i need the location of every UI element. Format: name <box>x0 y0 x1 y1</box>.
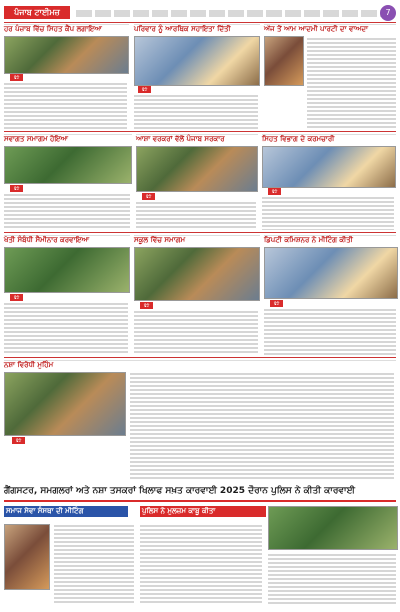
blue-title: ਸਮਾਜ ਸੇਵਾ ਸੰਸਥਾ ਦੀ ਮੀਟਿੰਗ <box>4 506 128 517</box>
photo-tag: ਫੋਟੋ <box>10 294 23 301</box>
story-text <box>268 554 396 605</box>
divider <box>4 131 396 132</box>
headline: ਨਸ਼ਾ ਵਿਰੋਧੀ ਮੁਹਿੰਮ <box>4 361 54 369</box>
story-8 <box>134 235 260 356</box>
headline: ਸਵਾਗਤ ਸਮਾਗਮ ਹੋਇਆ <box>4 135 69 143</box>
story-text <box>134 95 258 129</box>
story-photo <box>264 247 398 299</box>
bottom-photo <box>4 524 50 590</box>
photo-tag: ਫੋਟੋ <box>10 74 23 81</box>
story-photo <box>134 36 260 86</box>
divider <box>4 232 396 233</box>
story-7 <box>4 235 130 356</box>
bottom-photo <box>268 506 398 550</box>
story-text <box>134 311 258 355</box>
brand: ਪੰਜਾਬ ਟਾਈਮਜ਼ <box>4 6 70 19</box>
story-photo <box>136 146 258 192</box>
headline: ਅੱਜ ਤੋਂ ਆਮ ਆਦਮੀ ਪਾਰਟੀ ਦਾ ਵਾਅਦਾ <box>264 25 369 33</box>
headline: ਖੇਤੀ ਸੰਬੰਧੀ ਸੈਮੀਨਾਰ ਕਰਵਾਇਆ <box>4 236 90 244</box>
story-3 <box>264 24 396 130</box>
red-title: ਪੁਲਿਸ ਨੇ ਮੁਲਜ਼ਮ ਕਾਬੂ ਕੀਤਾ <box>140 506 266 517</box>
story-photo <box>4 372 126 436</box>
story-text <box>140 525 262 605</box>
photo-tag: ਫੋਟੋ <box>270 300 283 307</box>
story-text <box>4 303 128 355</box>
masthead <box>4 4 396 23</box>
story-photo <box>4 247 130 293</box>
story-4 <box>4 134 132 231</box>
story-5 <box>136 134 258 231</box>
story-text <box>136 202 256 230</box>
headline: ਹਰ ਪੰਜ਼ਾਬ ਵਿੱਚ ਸਿਹਤ ਕੈਂਪ ਲਗਾਇਆ <box>4 25 102 33</box>
story-text <box>4 83 127 129</box>
story-10 <box>4 360 396 481</box>
photo-tag: ਫੋਟੋ <box>142 193 155 200</box>
bottom-headline: ਗੈਂਗਸਟਰ, ਸਮਗਲਰਾਂ ਅਤੇ ਨਸ਼ਾ ਤਸਕਰਾਂ ਖਿਲਾਫ ਸਖ਼ਤ ਕਾਰਵਾਈ 2025 ਦੌਰਾਨ ਪੁਲਿਸ ਨੇ ਕੀਤੀ ਕਾਰਵਾਈ <box>4 486 355 496</box>
headline: ਆਸ਼ਾ ਵਰਕਰਾਂ ਵੱਲੋਂ ਪੰਜਾਬ ਸਰਕਾਰ <box>136 135 225 143</box>
photo-tag: ਫੋਟੋ <box>268 188 281 195</box>
story-text <box>54 525 134 605</box>
headline: ਡਿਪਟੀ ਕਮਿਸ਼ਨਰ ਨੇ ਮੀਟਿੰਗ ਕੀਤੀ <box>264 236 353 244</box>
story-photo <box>264 36 304 86</box>
headline: ਸਕੂਲ ਵਿੱਚ ਸਮਾਗਮ <box>134 236 186 244</box>
story-1 <box>4 24 129 130</box>
divider <box>4 357 396 358</box>
story-2 <box>134 24 260 130</box>
story-text <box>130 373 394 479</box>
story-photo <box>4 146 132 184</box>
story-text <box>264 309 396 355</box>
photo-tag: ਫੋਟੋ <box>12 437 25 444</box>
story-6 <box>262 134 396 231</box>
story-photo <box>262 146 396 188</box>
story-9 <box>264 235 396 356</box>
photo-tag: ਫੋਟੋ <box>10 185 23 192</box>
story-text <box>4 194 130 230</box>
story-photo <box>134 247 260 301</box>
date-line <box>76 10 386 17</box>
story-photo <box>4 36 129 74</box>
bottom-section <box>4 500 396 610</box>
headline: ਸਿਹਤ ਵਿਭਾਗ ਦੇ ਕਰਮਚਾਰੀ <box>262 135 335 143</box>
story-text <box>262 197 394 230</box>
headline: ਪਰਿਵਾਰ ਨੂੰ ਆਰਥਿਕ ਸਹਾਇਤਾ ਦਿੱਤੀ <box>134 25 231 33</box>
story-text <box>307 38 396 130</box>
photo-tag: ਫੋਟੋ <box>138 86 151 93</box>
page-number: 7 <box>380 5 396 21</box>
photo-tag: ਫੋਟੋ <box>140 302 153 309</box>
